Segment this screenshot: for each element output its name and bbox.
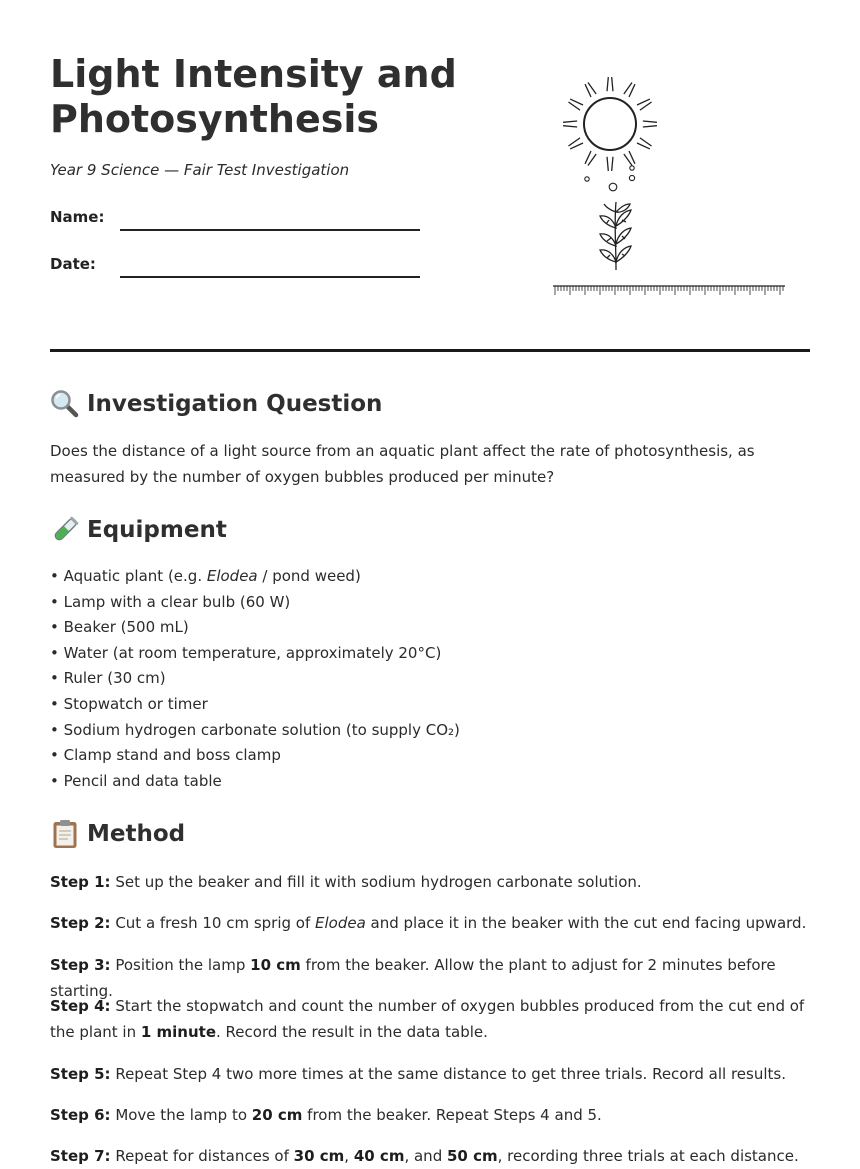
- equipment-list: [50, 564, 460, 794]
- header-divider: [50, 349, 810, 352]
- equipment-heading: [50, 515, 227, 545]
- sun-ray: [563, 121, 577, 127]
- clipboard-icon: [50, 819, 80, 849]
- method-step-3: Step 3: Position the lamp 10 cm from the beaker. Allow the plant to adjust for 2 minutes before starting.: [50, 956, 776, 1000]
- page-title: [50, 52, 457, 142]
- ruler-icon: [553, 286, 785, 295]
- method-step-2: Step 2: Cut a fresh 10 cm sprig of Elodea and place it in the beaker with the cut end facing upward.: [50, 914, 807, 932]
- sun-ray: [607, 77, 613, 91]
- date-field[interactable]: [120, 276, 420, 278]
- sun-ray: [637, 99, 652, 110]
- test-tube-icon: [50, 515, 80, 545]
- list-item: • Clamp stand and boss clamp: [50, 743, 460, 769]
- title-line-1: Light Intensity and: [50, 52, 457, 96]
- list-item: • Lamp with a clear bulb (60 W): [50, 590, 460, 616]
- method-heading: [50, 819, 185, 849]
- list-item: • Aquatic plant (e.g. Elodea / pond weed): [50, 564, 460, 590]
- list-item: • Pencil and data table: [50, 769, 460, 795]
- sun-icon: [563, 77, 657, 171]
- name-field[interactable]: [120, 229, 420, 231]
- question-text: Does the distance of a light source from an aquatic plant affect the rate of photosynthesis, as measured by the number of oxygen bubbles produced per minute?: [50, 442, 755, 486]
- sun-ray: [607, 157, 613, 171]
- sun-ray: [624, 151, 635, 166]
- sun-ray: [585, 151, 596, 166]
- sun-ray: [568, 138, 583, 149]
- list-item: • Sodium hydrogen carbonate solution (to supply CO₂): [50, 718, 460, 744]
- plant-icon: [600, 202, 631, 270]
- equipment-heading-label: Equipment: [87, 517, 227, 543]
- sun-plant-illustration: [550, 74, 790, 304]
- sun-ray: [585, 82, 596, 97]
- sun-ray: [624, 82, 635, 97]
- method-step-1: Step 1: Set up the beaker and fill it with sodium hydrogen carbonate solution.: [50, 873, 642, 891]
- method-heading-label: Method: [87, 821, 186, 847]
- name-label: Name:: [50, 208, 105, 226]
- sun-ray: [643, 121, 657, 127]
- sun-ray: [568, 99, 583, 110]
- list-item: • Ruler (30 cm): [50, 666, 460, 692]
- method-step-7: Step 7: Repeat for distances of 30 cm, 40 cm, and 50 cm, recording three trials at each distance.: [50, 1147, 799, 1165]
- method-step-5: Step 5: Repeat Step 4 two more times at the same distance to get three trials. Record all results.: [50, 1065, 786, 1083]
- method-step-4: Step 4: Start the stopwatch and count the number of oxygen bubbles produced from the cut end of the plant in 1 minute. Record the result in the data table.: [50, 997, 805, 1041]
- list-item: • Stopwatch or timer: [50, 692, 460, 718]
- question-heading-label: Investigation Question: [87, 391, 383, 417]
- magnifying-glass-icon: [50, 389, 80, 419]
- method-step-6: Step 6: Move the lamp to 20 cm from the beaker. Repeat Steps 4 and 5.: [50, 1106, 602, 1124]
- date-label: Date:: [50, 255, 96, 273]
- list-item: • Beaker (500 mL): [50, 615, 460, 641]
- subtitle: Year 9 Science — Fair Test Investigation: [50, 161, 350, 179]
- question-heading: [50, 389, 382, 419]
- sun-ray: [637, 138, 652, 149]
- list-item: • Water (at room temperature, approximately 20°C): [50, 641, 460, 667]
- title-line-2: Photosynthesis: [50, 97, 379, 141]
- bubbles-icon: [585, 166, 635, 191]
